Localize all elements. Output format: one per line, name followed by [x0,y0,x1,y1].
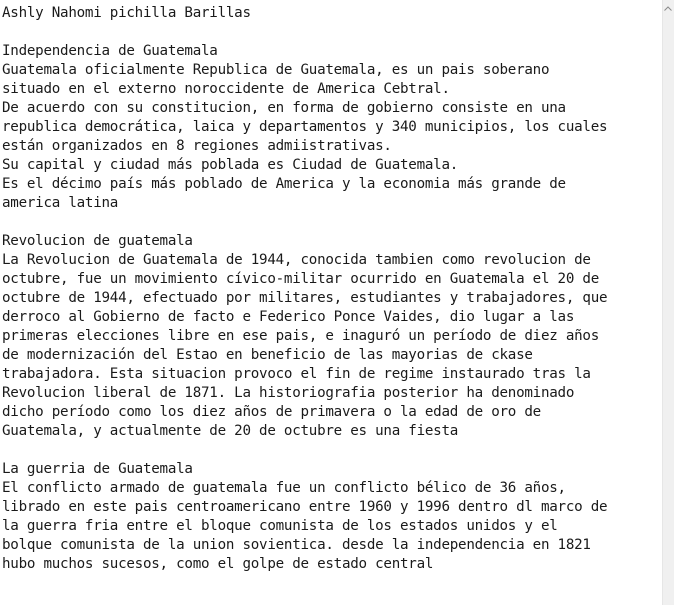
document-line: El conflicto armado de guatemala fue un conflicto bélico de 36 años, [2,480,566,496]
document-line: Revolucion liberal de 1871. La historiografia posterior ha denominado [2,385,575,401]
document-line: Independencia de Guatemala [2,43,218,59]
document-line: octubre de 1944, efectuado por militares, estudiantes y trabajadores, que [2,290,608,306]
document-line: octubre, fue un movimiento cívico-militar ocurrido en Guatemala el 20 de [2,271,599,287]
document-line: Su capital y ciudad más poblada es Ciudad de Guatemala. [2,157,459,173]
document-line: Es el décimo país más poblado de America y la economia más grande de [2,176,566,192]
document-line: hubo muchos sucesos, como el golpe de estado central [2,556,434,572]
document-line: la guerra fria entre el bloque comunista de los estados unidos y el [2,518,558,534]
document-line [2,213,662,232]
document-line: america latina [2,195,119,211]
document-line: están organizados en 8 regiones admiistrativas. [2,138,392,154]
chevron-up-icon[interactable] [662,0,674,17]
document-line: librado en este pais centroamericano entre 1960 y 1996 dentro dl marco de [2,499,608,515]
vertical-scrollbar[interactable] [662,0,674,605]
document-line: Revolucion de guatemala [2,233,193,249]
document-line: dicho período como los diez años de primavera o la edad de oro de [2,404,541,420]
document-line: Ashly Nahomi pichilla Barillas [2,5,251,21]
document-line: La Revolucion de Guatemala de 1944, conocida tambien como revolucion de [2,252,591,268]
document-line: primeras elecciones libre en ese pais, e inaguró un período de diez años [2,328,599,344]
document-line: situado en el externo noroccidente de America Cebtral. [2,81,450,97]
document-line: La guerria de Guatemala [2,461,193,477]
document-line: bolque comunista de la union sovientica. desde la independencia en 1821 [2,537,591,553]
document-line: de modernización del Estao en beneficio de las mayorias de ckase [2,347,533,363]
document-line [2,441,662,460]
document-line: Guatemala oficialmente Republica de Guatemala, es un pais soberano [2,62,550,78]
document-line: republica democrática, laica y departamentos y 340 municipios, los cuales [2,119,608,135]
document-line [2,23,662,42]
document-line: trabajadora. Esta situacion provoco el fin de regime instaurado tras la [2,366,591,382]
document-line: De acuerdo con su constitucion, en forma de gobierno consiste en una [2,100,566,116]
document-line: derroco al Gobierno de facto e Federico Ponce Vaides, dio lugar a las [2,309,575,325]
document-line: Guatemala, y actualmente de 20 de octubre es una fiesta [2,423,459,439]
